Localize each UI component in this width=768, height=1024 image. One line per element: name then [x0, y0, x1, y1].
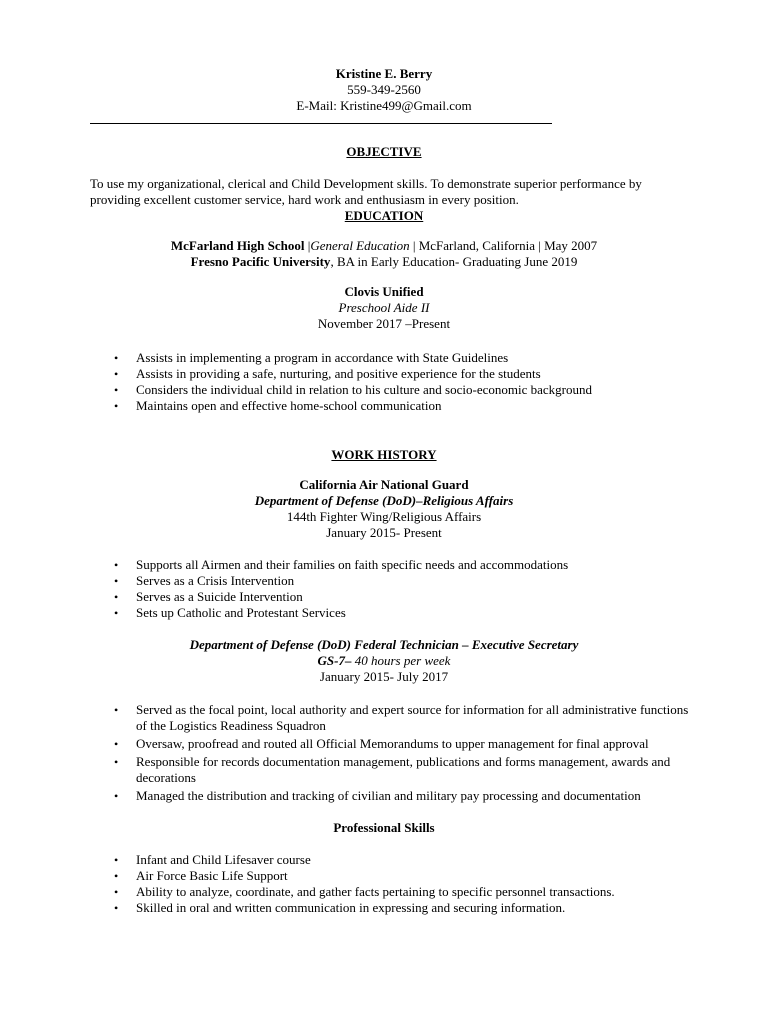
objective-heading: OBJECTIVE — [346, 144, 422, 159]
list-item: • Assists in implementing a program in accordance with State Guidelines — [0, 350, 696, 366]
school-1-program: General Education — [310, 238, 410, 253]
candidate-name: Kristine E. Berry — [335, 66, 433, 81]
header-divider — [90, 123, 552, 124]
school-1-separator: | — [304, 238, 311, 253]
list-item: • Responsible for records documentation management, publications and forms management, awards and decorations — [0, 754, 696, 786]
education-entry-2 — [0, 254, 768, 270]
candidate-phone: 559-349-2560 — [347, 82, 421, 97]
list-item: • Served as the focal point, local authority and expert source for information for all administrative functions of the Logistics Readiness Squadron — [0, 702, 696, 734]
job2-dates: January 2015- July 2017 — [319, 669, 449, 684]
list-item: • Maintains open and effective home-school communication — [0, 398, 696, 414]
list-item: • Oversaw, proofread and routed all Official Memorandums to upper management for final approval — [0, 736, 696, 752]
list-item: • Serves as a Crisis Intervention — [0, 573, 696, 589]
education-heading: EDUCATION — [344, 208, 424, 223]
job2-grade: GS-7– — [317, 653, 352, 668]
work-department: Department of Defense (DoD)–Religious Affairs — [254, 493, 514, 508]
job2-grade-line — [0, 653, 768, 669]
job2-duties-list — [0, 702, 696, 804]
school-2-name: Fresno Pacific University — [190, 254, 331, 269]
list-item: • Managed the distribution and tracking of civilian and military pay processing and documentation — [0, 788, 696, 804]
list-item: • Assists in providing a safe, nurturing, and positive experience for the students — [0, 366, 696, 382]
job2-title: Department of Defense (DoD) Federal Technician – Executive Secretary — [189, 637, 579, 652]
work-dates: January 2015- Present — [326, 525, 442, 540]
skills-heading: Professional Skills — [333, 820, 435, 835]
list-item: • Serves as a Suicide Intervention — [0, 589, 696, 605]
skills-list — [0, 852, 696, 916]
clovis-employer: Clovis Unified — [344, 284, 424, 299]
school-2-details: , BA in Early Education- Graduating June 2019 — [330, 254, 578, 269]
list-item: • Infant and Child Lifesaver course — [0, 852, 696, 868]
clovis-title: Preschool Aide II — [338, 300, 430, 315]
job2-hours: 40 hours per week — [351, 653, 451, 668]
list-item: • Skilled in oral and written communication in expressing and securing information. — [0, 900, 696, 916]
work-unit: 144th Fighter Wing/Religious Affairs — [286, 509, 482, 524]
school-1-details: | McFarland, California | May 2007 — [409, 238, 598, 253]
list-item: • Sets up Catholic and Protestant Services — [0, 605, 696, 621]
school-1-name: McFarland High School — [170, 238, 305, 253]
clovis-duties-list — [0, 350, 696, 414]
list-item: • Ability to analyze, coordinate, and gather facts pertaining to specific personnel transactions. — [0, 884, 696, 900]
candidate-email: E-Mail: Kristine499@Gmail.com — [296, 98, 472, 113]
work-employer: California Air National Guard — [299, 477, 469, 492]
list-item: • Air Force Basic Life Support — [0, 868, 696, 884]
objective-line-1: To use my organizational, clerical and Child Development skills. To demonstrate superior performance by — [90, 176, 642, 191]
objective-text — [90, 176, 690, 208]
work-duties-list — [0, 557, 696, 621]
work-history-heading: WORK HISTORY — [331, 447, 437, 462]
list-item: • Considers the individual child in relation to his culture and socio-economic background — [0, 382, 696, 398]
list-item: • Supports all Airmen and their families on faith specific needs and accommodations — [0, 557, 696, 573]
clovis-dates: November 2017 –Present — [317, 316, 451, 331]
education-entry-1 — [0, 238, 768, 254]
objective-line-2: providing excellent customer service, hard work and enthusiasm in every position. — [90, 192, 519, 207]
